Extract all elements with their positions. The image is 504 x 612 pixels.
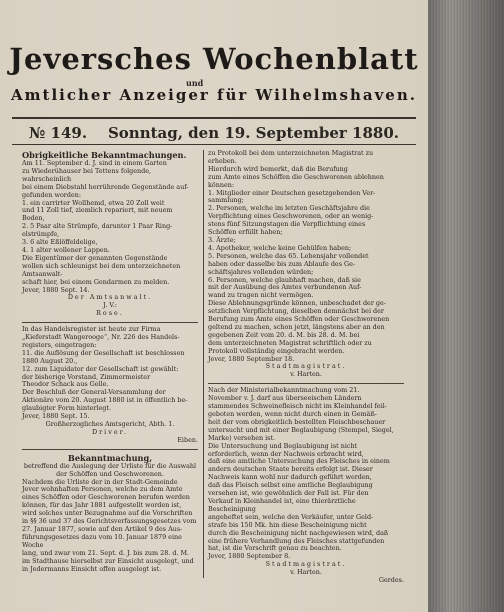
- text-line: daß eine amtliche Untersuchung des Fleisches in einem: [208, 457, 390, 466]
- court-signature-name: Driver.: [92, 427, 128, 436]
- text-line: 4. 1 alter wollener Lappen.: [22, 245, 110, 254]
- divider: [208, 383, 404, 384]
- text-line: 4. Apotheker, welche keine Gehülfen haben;: [208, 243, 352, 252]
- text-line: Aktionäre vom 20. August 1880 ist in öffentlich be-: [22, 396, 188, 405]
- divider: [22, 449, 198, 450]
- left-column: [22, 150, 198, 573]
- text-line: Hierdurch wird bemerkt, daß die Berufung: [208, 164, 348, 173]
- issue-line: [0, 124, 428, 142]
- text-line: führungsgesetzes dazu vom 10. Januar 1879 eine Woche: [22, 532, 182, 549]
- text-line: Berufung zum Amte eines Schöffen oder Geschworenen: [208, 315, 390, 324]
- announcement-subheader: betreffend die Auslegung der Urliste für die Auswahl: [23, 461, 197, 470]
- text-line: glaubigter Form hinterlegt.: [22, 404, 111, 413]
- text-line: wird solches unter Bezugnahme auf die Vorschriften: [22, 509, 193, 518]
- rule-top: [12, 117, 416, 119]
- text-line: 2. 5 Paar alte Strümpfe, darunter 1 Paar Ring-: [22, 222, 173, 231]
- text-line: mit der Ausübung des Amtes verbundenen Auf-: [208, 283, 362, 292]
- signature-jv: J. V.:: [103, 301, 117, 310]
- masthead-title: Jeversches Wochenblatt: [9, 42, 419, 76]
- text-line: elstrümpfe,: [22, 230, 60, 239]
- text-line: stammendes Schweinefleisch nicht im Kleinhandel feil-: [208, 402, 387, 411]
- issue-date: Sonntag, den 19. September 1880.: [107, 124, 399, 142]
- text-line: 3. 6 alte Eßlöffeldelige,: [22, 238, 98, 247]
- text-line: geboten werden, wenn nicht durch einen in Gemäß-: [208, 410, 377, 418]
- text-line: haben oder dasselbe bis zum Ablaufe des Ge-: [208, 259, 356, 268]
- magistrate-signature: Stadtmagistrat.: [265, 362, 347, 371]
- announcement-header: Bekanntmachung,: [67, 452, 153, 463]
- text-line: angeheftet sein, welche den Verkäufer, unter Geld-: [208, 512, 374, 521]
- text-line: 1880 August 20.,: [22, 356, 78, 365]
- text-line: erforderlich, wenn der Nachweis erbracht wird,: [208, 449, 364, 458]
- text-line: Jever wohnhaften Personen, welche zu dem Amte: [22, 485, 183, 494]
- text-line: versehen ist, wie gewöhnlich der Fall ist. Für den: [208, 489, 369, 498]
- text-line: eine frühere Verhandlung des Fleisches stattgefunden: [208, 536, 385, 545]
- text-line: bei einem Diebstahl herrührende Gegenstände auf-: [22, 182, 189, 191]
- text-line: gegebenen Zeit vom 20. d. M. bis 28. d. M. bei: [208, 330, 360, 339]
- text-line: Jever, 1880 Sept. 15.: [22, 412, 90, 421]
- notices-header: Obrigkeitliche Bekanntmachungen.: [22, 150, 187, 160]
- announcement-body: [22, 479, 198, 574]
- jury-exemptions: [208, 150, 404, 363]
- text-line: sammlung;: [208, 196, 244, 205]
- text-line: Nachweis kann wohl nur dadurch geführt werden,: [208, 473, 372, 482]
- text-line: Verkauf in Kleinhandel ist, eine thierärztliche Bescheinigung: [208, 496, 356, 513]
- announcement-subheader-2: der Schöffen und Geschworenen.: [56, 469, 164, 478]
- text-line: registers, eingetragen:: [22, 340, 97, 349]
- text-line: 1. Mitglieder einer Deutschen gesetzgebenden Ver-: [208, 188, 376, 197]
- text-line: Nachdem die Urliste der in der Stadt-Gemeinde: [22, 477, 178, 486]
- text-line: durch die Bescheinigung nicht nachgewiesen wird, daß: [208, 528, 389, 537]
- divider: [22, 322, 198, 323]
- text-line: heit der vom obrigkeitlich bestellten Fleischbeschauer: [208, 417, 386, 426]
- text-line: schäftsjahres vollenden würden;: [208, 267, 314, 276]
- masthead-und: und: [186, 78, 204, 88]
- text-line: zu Wiederühauser bei Tettens folgende, wahrscheinlich: [22, 166, 152, 183]
- text-line: Jever, 1880 September 8.: [208, 552, 291, 561]
- text-line: Die Untersuchung und Beglaubigung ist nicht: [208, 441, 358, 450]
- text-line: 6. Personen, welche glaubhaft machen, daß sie: [208, 275, 361, 284]
- text-line: Marke) versehen ist.: [208, 433, 276, 442]
- text-line: daß das Fleisch selbst eine amtliche Beglaubigung: [208, 481, 373, 490]
- text-line: dem unterzeichneten Magistrat schriftlich oder zu: [208, 338, 372, 347]
- notice-trade-register: [22, 326, 198, 421]
- text-line: in §§ 36 und 37 des Gerichtsverfassungsgesetzes vom: [22, 517, 197, 526]
- rule-under-date: [12, 144, 416, 145]
- magistrate-signature-2: Stadtmagistrat.: [265, 560, 347, 569]
- right-column: [208, 150, 404, 585]
- text-line: Am 11. September d. J. sind in einem Garten: [22, 159, 167, 167]
- magistrate-name-2: v. Harten.: [290, 568, 322, 577]
- book-page-edges: [428, 0, 504, 612]
- column-divider: [203, 150, 204, 578]
- text-line: der bisherige Vorstand, Zimmermeister: [22, 372, 151, 381]
- text-line: Schöffen erfüllt haben;: [208, 228, 283, 237]
- text-line: setzlichen Verpflichtung, dieselben demnächst bei der: [208, 307, 384, 316]
- text-line: 3. Ärzte;: [208, 235, 236, 244]
- notice-claim: [22, 255, 198, 295]
- text-line: 11. die Auflösung der Gesellschaft ist beschlossen: [22, 348, 185, 357]
- magistrate-name: v. Harten.: [290, 370, 322, 379]
- notice-found-items: [22, 160, 198, 255]
- text-line: 12. zum Liquidator der Gesellschaft ist gewählt:: [22, 364, 179, 373]
- clerk-name: Gerdes.: [378, 576, 404, 585]
- text-line: eines Schöffen oder Geschworenen berufen werden: [22, 493, 190, 502]
- text-line: November v. J. darf aus überseeischen Ländern: [208, 394, 362, 403]
- signature-office: Der Amtsanwalt.: [67, 293, 153, 302]
- text-line: 5. Personen, welche das 65. Lebensjahr vollendet: [208, 251, 369, 260]
- text-line: Theodor Schack aus Gelle.: [22, 380, 109, 389]
- text-line: stens fünf Sitzungstagen die Verpflichtung eines: [208, 220, 366, 229]
- text-line: 1. ein carrirter Wollhemd, etwa 20 Zoll weit: [22, 198, 165, 207]
- text-line: gefunden worden:: [22, 190, 82, 199]
- text-line: wand zu tragen nicht vermögen.: [208, 291, 314, 300]
- text-line: In das Handelsregister ist heute zur Firma: [22, 325, 161, 334]
- signature-name: Rose.: [96, 309, 124, 318]
- text-line: Diese Ablehnungsgründe können, unbeschadet der ge-: [208, 299, 386, 308]
- text-line: im Stadthause hierselbst zur Einsicht ausgelegt, und: [22, 556, 194, 565]
- court-signature-clerk: Eiben.: [177, 435, 198, 444]
- text-line: zum Amte eines Schöffen die Geschworenen ablehnen: [208, 172, 384, 181]
- text-line: Jever, 1880 Sept. 14.: [22, 285, 90, 294]
- text-line: 2. Personen, welche im letzten Geschäftsjahre die: [208, 204, 370, 213]
- text-line: strafe bis 150 Mk. hin diese Bescheinigung nicht: [208, 520, 367, 529]
- text-line: und 11 Zoll tief, ziemlich repariert, mit neuem: [22, 206, 173, 215]
- text-line: 27. Januar 1877, sowie auf den Artikel 9 des Aus-: [22, 524, 183, 533]
- text-line: geltend zu machen, schon jetzt, längstens aber an den: [208, 322, 385, 331]
- text-line: „Kieferstadt Wangerooge“, Nr. 226 des Handels-: [22, 333, 180, 342]
- text-line: Boden,: [22, 214, 45, 223]
- text-line: hat, ist die Vorschrift genau zu beachten.: [208, 544, 342, 553]
- issue-number: № 149.: [29, 124, 88, 142]
- text-line: Protokoll vollständig eingebracht werden.: [208, 346, 345, 355]
- text-line: untersucht und mit einer Beglaubigung (Stempel, Siegel,: [208, 425, 394, 434]
- text-line: zu Protokoll bei dem unterzeichneten Magistrat zu: [208, 149, 374, 157]
- text-line: können, für das Jahr 1881 aufgestellt worden ist,: [22, 501, 182, 510]
- text-line: schaft hier, bei einem Gendarmen zu melden.: [22, 277, 170, 286]
- text-line: Nach der Ministerialbekanntmachung vom 21.: [208, 386, 360, 395]
- text-line: erheben.: [208, 156, 237, 165]
- text-line: in Jedermanns Einsicht offen ausgelegt ist.: [22, 564, 162, 573]
- court-signature: Großherzogliches Amtsgericht, Abth. 1.: [45, 420, 175, 428]
- meat-notice: [208, 387, 404, 561]
- text-line: Der Beschluß der General-Versammlung der: [22, 388, 166, 397]
- masthead-subtitle: Amtlicher Anzeiger für Wilhelmshaven.: [11, 86, 417, 104]
- text-line: können:: [208, 180, 235, 189]
- text-line: lang, und zwar vom 21. Sept. d. J. bis zum 28. d. M.: [22, 548, 190, 557]
- text-line: andern deutschen Staate bereits erfolgt ist. Dieser: [208, 465, 373, 474]
- text-line: Jever, 1880 September 18.: [208, 354, 295, 363]
- text-line: Verpflichtung eines Geschworenen, oder an wenig-: [208, 212, 374, 221]
- text-line: Die Eigentümer der genannten Gegenstände: [22, 253, 168, 262]
- text-line: wollen sich schleunigst bei dem unterzeichneten Amtsanwalt-: [22, 261, 181, 278]
